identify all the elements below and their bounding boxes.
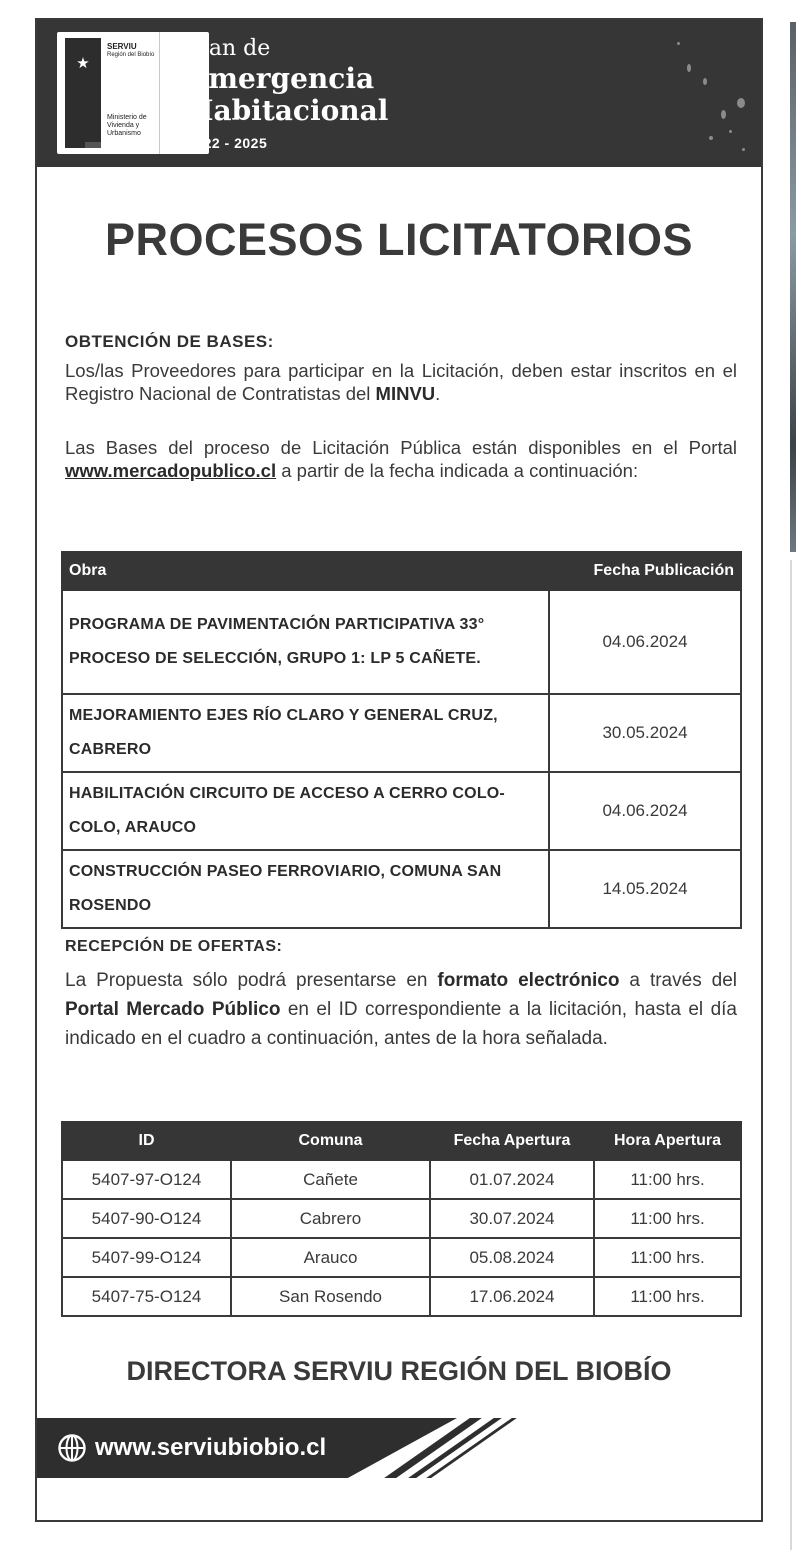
logo-flag-bar <box>65 38 101 148</box>
id-cell: 5407-99-O124 <box>62 1238 231 1277</box>
table-row <box>62 1199 741 1238</box>
comuna-cell: San Rosendo <box>231 1277 430 1316</box>
table-row <box>62 694 741 772</box>
id-cell: 5407-90-O124 <box>62 1199 231 1238</box>
hora-cell: 11:00 hrs. <box>594 1277 741 1316</box>
decor-dot <box>709 136 713 140</box>
col-header-fecha-publicacion: Fecha Publicación <box>549 552 741 590</box>
comuna-cell: Cañete <box>231 1160 430 1199</box>
plan-title-line2: Emergencia <box>187 62 375 95</box>
obra-cell: MEJORAMIENTO EJES RÍO CLARO Y GENERAL CRUZ, CABRERO <box>62 694 549 772</box>
website-link[interactable]: www.serviubiobio.cl <box>95 1434 327 1461</box>
page-title: PROCESOS LICITATORIOS <box>104 214 694 265</box>
fecha-cell: 04.06.2024 <box>549 590 741 694</box>
adjacent-page-photo-edge <box>790 22 796 552</box>
fecha-cell: 14.05.2024 <box>549 850 741 928</box>
adjacent-page-edge <box>790 560 796 1550</box>
obtencion-paragraph-1: Los/las Proveedores para participar en la Licitación, deben estar inscritos en el Registro Nacional de Contratistas del MINVU. <box>65 360 737 404</box>
table-row <box>62 850 741 928</box>
logo-org: SERVIU Región del Biobío <box>107 42 155 58</box>
globe-icon <box>57 1433 87 1463</box>
signature-directora: DIRECTORA SERVIU REGIÓN DEL BIOBÍO <box>126 1356 672 1386</box>
logo-ministry: Ministerio de Vivienda y Urbanismo <box>107 114 147 137</box>
id-cell: 5407-97-O124 <box>62 1160 231 1199</box>
obra-cell: HABILITACIÓN CIRCUITO DE ACCESO A CERRO COLO-COLO, ARAUCO <box>62 772 549 850</box>
decor-dot <box>737 98 745 108</box>
col-header-obra: Obra <box>62 552 549 590</box>
obras-table-header <box>62 552 741 590</box>
hora-cell: 11:00 hrs. <box>594 1238 741 1277</box>
col-header-hora-apertura: Hora Apertura <box>594 1122 741 1160</box>
col-header-comuna: Comuna <box>231 1122 430 1160</box>
obtencion-paragraph-2: Las Bases del proceso de Licitación Pública están disponibles en el Portal www.mercadopublico.cl a partir de la fecha indicada a continuación: <box>65 437 737 481</box>
table-row <box>62 1238 741 1277</box>
fecha-cell: 17.06.2024 <box>430 1277 594 1316</box>
plan-title-line3: Habitacional <box>187 94 389 127</box>
comuna-cell: Arauco <box>231 1238 430 1277</box>
decor-dot <box>742 148 745 151</box>
decor-dot <box>687 64 691 72</box>
obras-table <box>61 551 742 929</box>
obtencion-heading: OBTENCIÓN DE BASES: <box>65 332 274 351</box>
hora-cell: 11:00 hrs. <box>594 1160 741 1199</box>
hora-cell: 11:00 hrs. <box>594 1199 741 1238</box>
col-header-fecha-apertura: Fecha Apertura <box>430 1122 594 1160</box>
ofertas-table-header <box>62 1122 741 1160</box>
fecha-cell: 04.06.2024 <box>549 772 741 850</box>
table-row <box>62 1277 741 1316</box>
recepcion-heading: RECEPCIÓN DE OFERTAS: <box>65 938 283 955</box>
fecha-cell: 01.07.2024 <box>430 1160 594 1199</box>
fecha-cell: 30.07.2024 <box>430 1199 594 1238</box>
col-header-id: ID <box>62 1122 231 1160</box>
recepcion-paragraph: La Propuesta sólo podrá presentarse en formato electrónico a través del Portal Mercado Público en el ID correspondiente a la licitación, hasta el día indicado en el cuadro a continuación, antes de la hora señalada. <box>65 970 738 1049</box>
header-banner <box>37 20 761 167</box>
obra-cell: CONSTRUCCIÓN PASEO FERROVIARIO, COMUNA SAN ROSENDO <box>62 850 549 928</box>
mercadopublico-link[interactable]: www.mercadopublico.cl <box>65 460 277 481</box>
newspaper-notice <box>35 18 763 1522</box>
plan-title-line1: Plan de <box>187 36 271 61</box>
fecha-cell: 30.05.2024 <box>549 694 741 772</box>
plan-years: 2022 - 2025 <box>187 135 268 151</box>
table-row <box>62 590 741 694</box>
fecha-cell: 05.08.2024 <box>430 1238 594 1277</box>
decor-dot <box>677 42 680 45</box>
table-row <box>62 772 741 850</box>
obra-cell: PROGRAMA DE PAVIMENTACIÓN PARTICIPATIVA 33° PROCESO DE SELECCIÓN, GRUPO 1: LP 5 CAÑETE. <box>62 590 549 694</box>
ofertas-table <box>61 1121 742 1317</box>
table-row <box>62 1160 741 1199</box>
comuna-cell: Cabrero <box>231 1199 430 1238</box>
id-cell: 5407-75-O124 <box>62 1277 231 1316</box>
star-emblem-icon: ★ <box>76 55 90 72</box>
decor-dot <box>729 130 732 133</box>
decor-dot <box>721 110 726 119</box>
decor-dot <box>703 78 707 85</box>
